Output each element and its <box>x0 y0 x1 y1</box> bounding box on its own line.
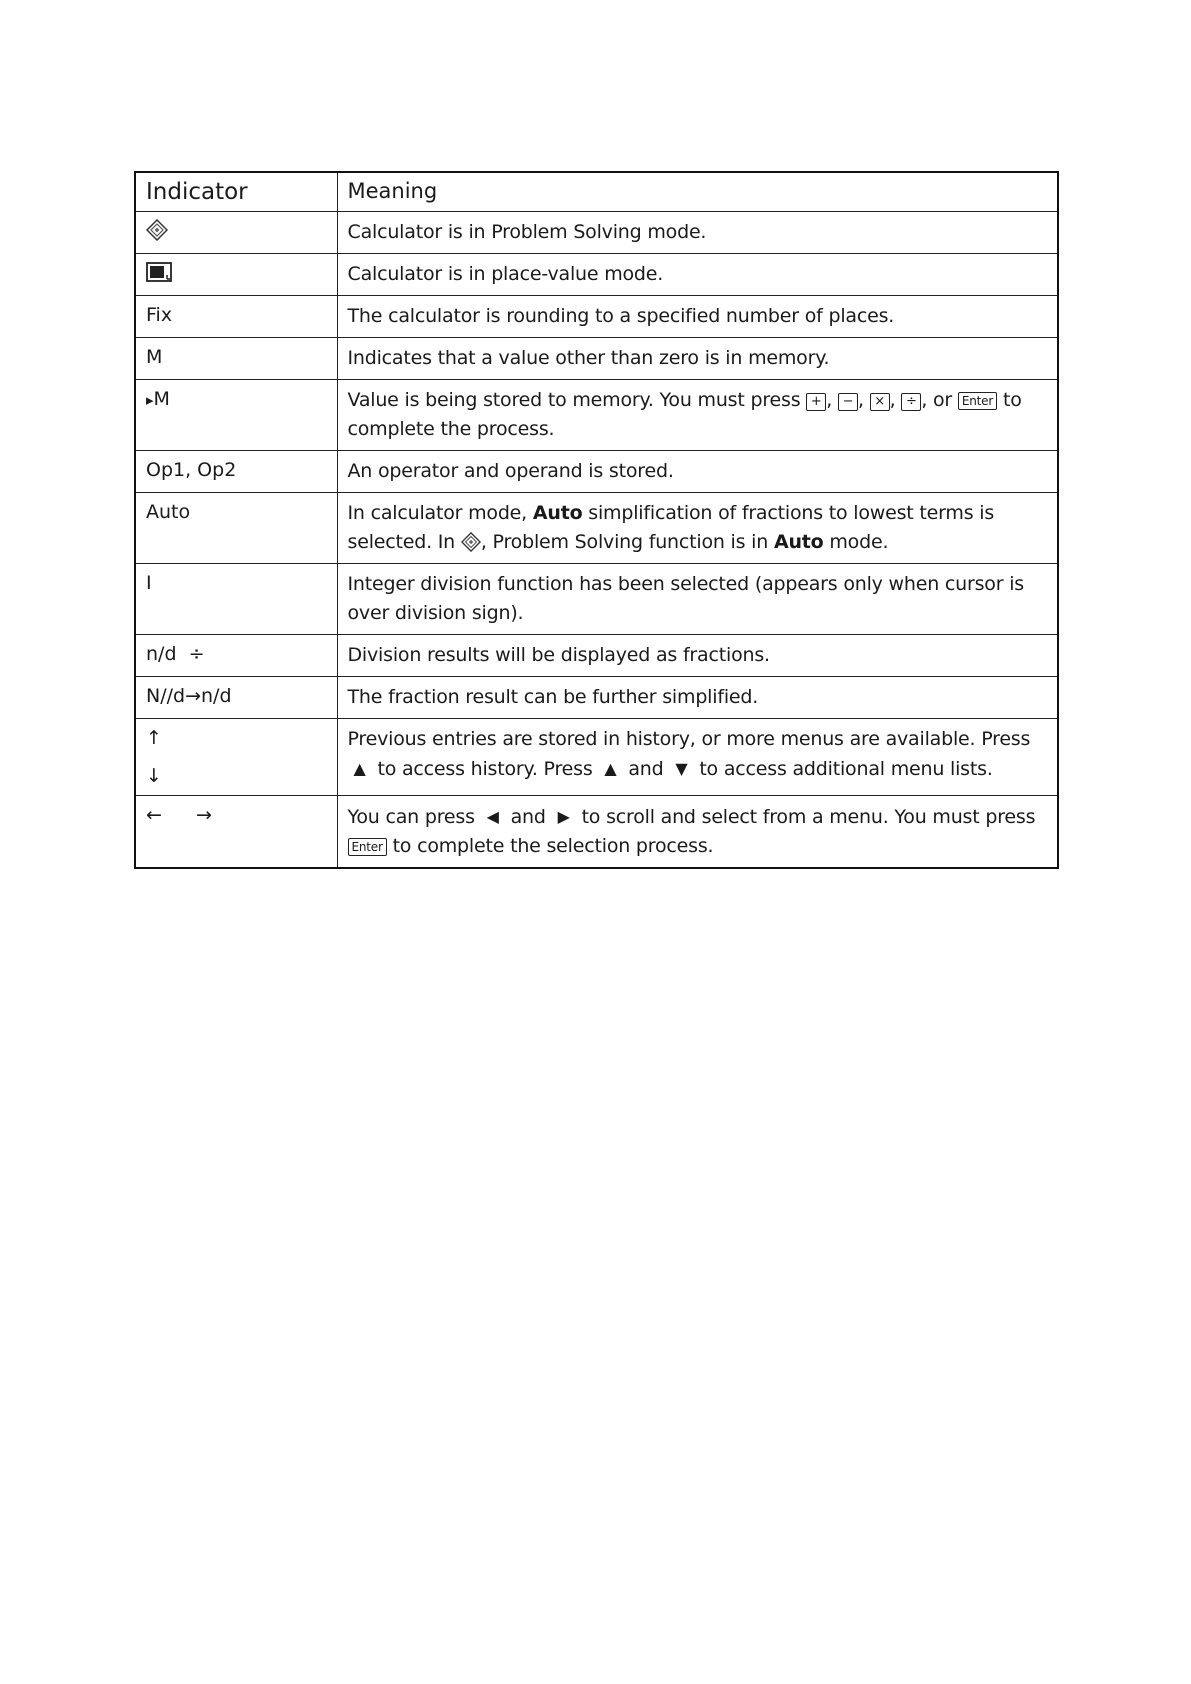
meaning-text: to access additional menu lists. <box>699 758 993 780</box>
indicator-scroll <box>135 796 337 869</box>
problem-solving-icon <box>461 532 481 552</box>
plus-key-icon: + <box>806 393 826 411</box>
meaning-text: , Problem Solving function is in <box>480 531 769 553</box>
meaning-cell: Division results will be displayed as fractions. <box>337 635 1058 677</box>
meaning-text: Previous entries are stored in history, or more menus are available. Press <box>347 728 1031 750</box>
meaning-cell: An operator and operand is stored. <box>337 451 1058 493</box>
table-header-row <box>135 172 1058 212</box>
table-row <box>135 212 1058 254</box>
table-row <box>135 564 1058 635</box>
table-row <box>135 677 1058 719</box>
right-key-icon: ▶ <box>557 807 570 826</box>
meaning-cell: Calculator is in Problem Solving mode. <box>337 212 1058 254</box>
meaning-cell: The fraction result can be further simplified. <box>337 677 1058 719</box>
meaning-text: Value is being stored to memory. You must press <box>347 389 801 411</box>
auto-label: Auto <box>773 531 824 553</box>
indicator-cell <box>135 212 337 254</box>
enter-key-icon: Enter <box>348 838 387 856</box>
up-key-icon: ▲ <box>353 759 366 778</box>
place-value-icon <box>146 261 174 283</box>
meaning-cell <box>337 493 1058 564</box>
meaning-cell: Value is being stored to memory. You must press + , − , × , ÷ , or Enter to complete the process. <box>337 380 1058 451</box>
table-row <box>135 338 1058 380</box>
divide-key-icon: ÷ <box>901 393 921 411</box>
left-key-icon: ◀ <box>486 807 499 826</box>
meaning-text: to complete the process. <box>347 389 1022 440</box>
table-row <box>135 719 1058 796</box>
meaning-text: to complete the selection process. <box>392 835 714 857</box>
times-key-icon: × <box>870 393 890 411</box>
enter-key-icon: Enter <box>958 392 997 410</box>
minus-key-icon: − <box>838 393 858 411</box>
problem-solving-icon <box>146 219 168 241</box>
header-indicator: Indicator <box>135 172 337 212</box>
up-arrow-icon: ↑ <box>146 727 162 749</box>
meaning-cell: The calculator is rounding to a specified number of places. <box>337 296 1058 338</box>
meaning-cell: Indicates that a value other than zero is in memory. <box>337 338 1058 380</box>
meaning-text: In calculator mode, <box>347 502 528 524</box>
table-row <box>135 296 1058 338</box>
meaning-text: mode. <box>829 531 889 553</box>
meaning-cell: Calculator is in place-value mode. <box>337 254 1058 296</box>
auto-label: Auto <box>532 502 583 524</box>
indicator-operators: Op1, Op2 <box>135 451 337 493</box>
meaning-text: You can press <box>347 806 475 828</box>
indicator-store-memory <box>135 380 337 451</box>
table-row <box>135 451 1058 493</box>
indicator-auto: Auto <box>135 493 337 564</box>
table-row <box>135 380 1058 451</box>
indicator-fraction-division: n/d ÷ <box>135 635 337 677</box>
store-arrow-icon: ▸ <box>146 391 154 409</box>
header-meaning: Meaning <box>337 172 1058 212</box>
indicator-integer-division: I <box>135 564 337 635</box>
indicator-history <box>135 719 337 796</box>
and-text: and <box>628 758 664 780</box>
meaning-text: to scroll and select from a menu. You must press <box>581 806 1036 828</box>
indicator-simplify: N//d→n/d <box>135 677 337 719</box>
indicator-cell <box>135 254 337 296</box>
indicator-memory: M <box>135 338 337 380</box>
and-text: and <box>510 806 546 828</box>
up-key-icon: ▲ <box>604 759 617 778</box>
meaning-text: simplification of fractions to lowest terms is selected. In <box>347 502 995 553</box>
meaning-text: to access history. Press <box>377 758 593 780</box>
right-arrow-icon: → <box>196 804 212 826</box>
table-row <box>135 796 1058 869</box>
table-row <box>135 493 1058 564</box>
down-arrow-icon: ↓ <box>146 765 162 787</box>
store-memory-label: M <box>153 388 170 410</box>
or-text: or <box>933 389 953 411</box>
left-arrow-icon: ← <box>146 804 162 826</box>
indicator-table <box>134 171 1059 869</box>
meaning-cell <box>337 796 1058 869</box>
down-key-icon: ▼ <box>675 759 688 778</box>
table-row <box>135 635 1058 677</box>
table-row <box>135 254 1058 296</box>
meaning-cell <box>337 719 1058 796</box>
meaning-cell: Integer division function has been selected (appears only when cursor is over division sign). <box>337 564 1058 635</box>
indicator-fix: Fix <box>135 296 337 338</box>
